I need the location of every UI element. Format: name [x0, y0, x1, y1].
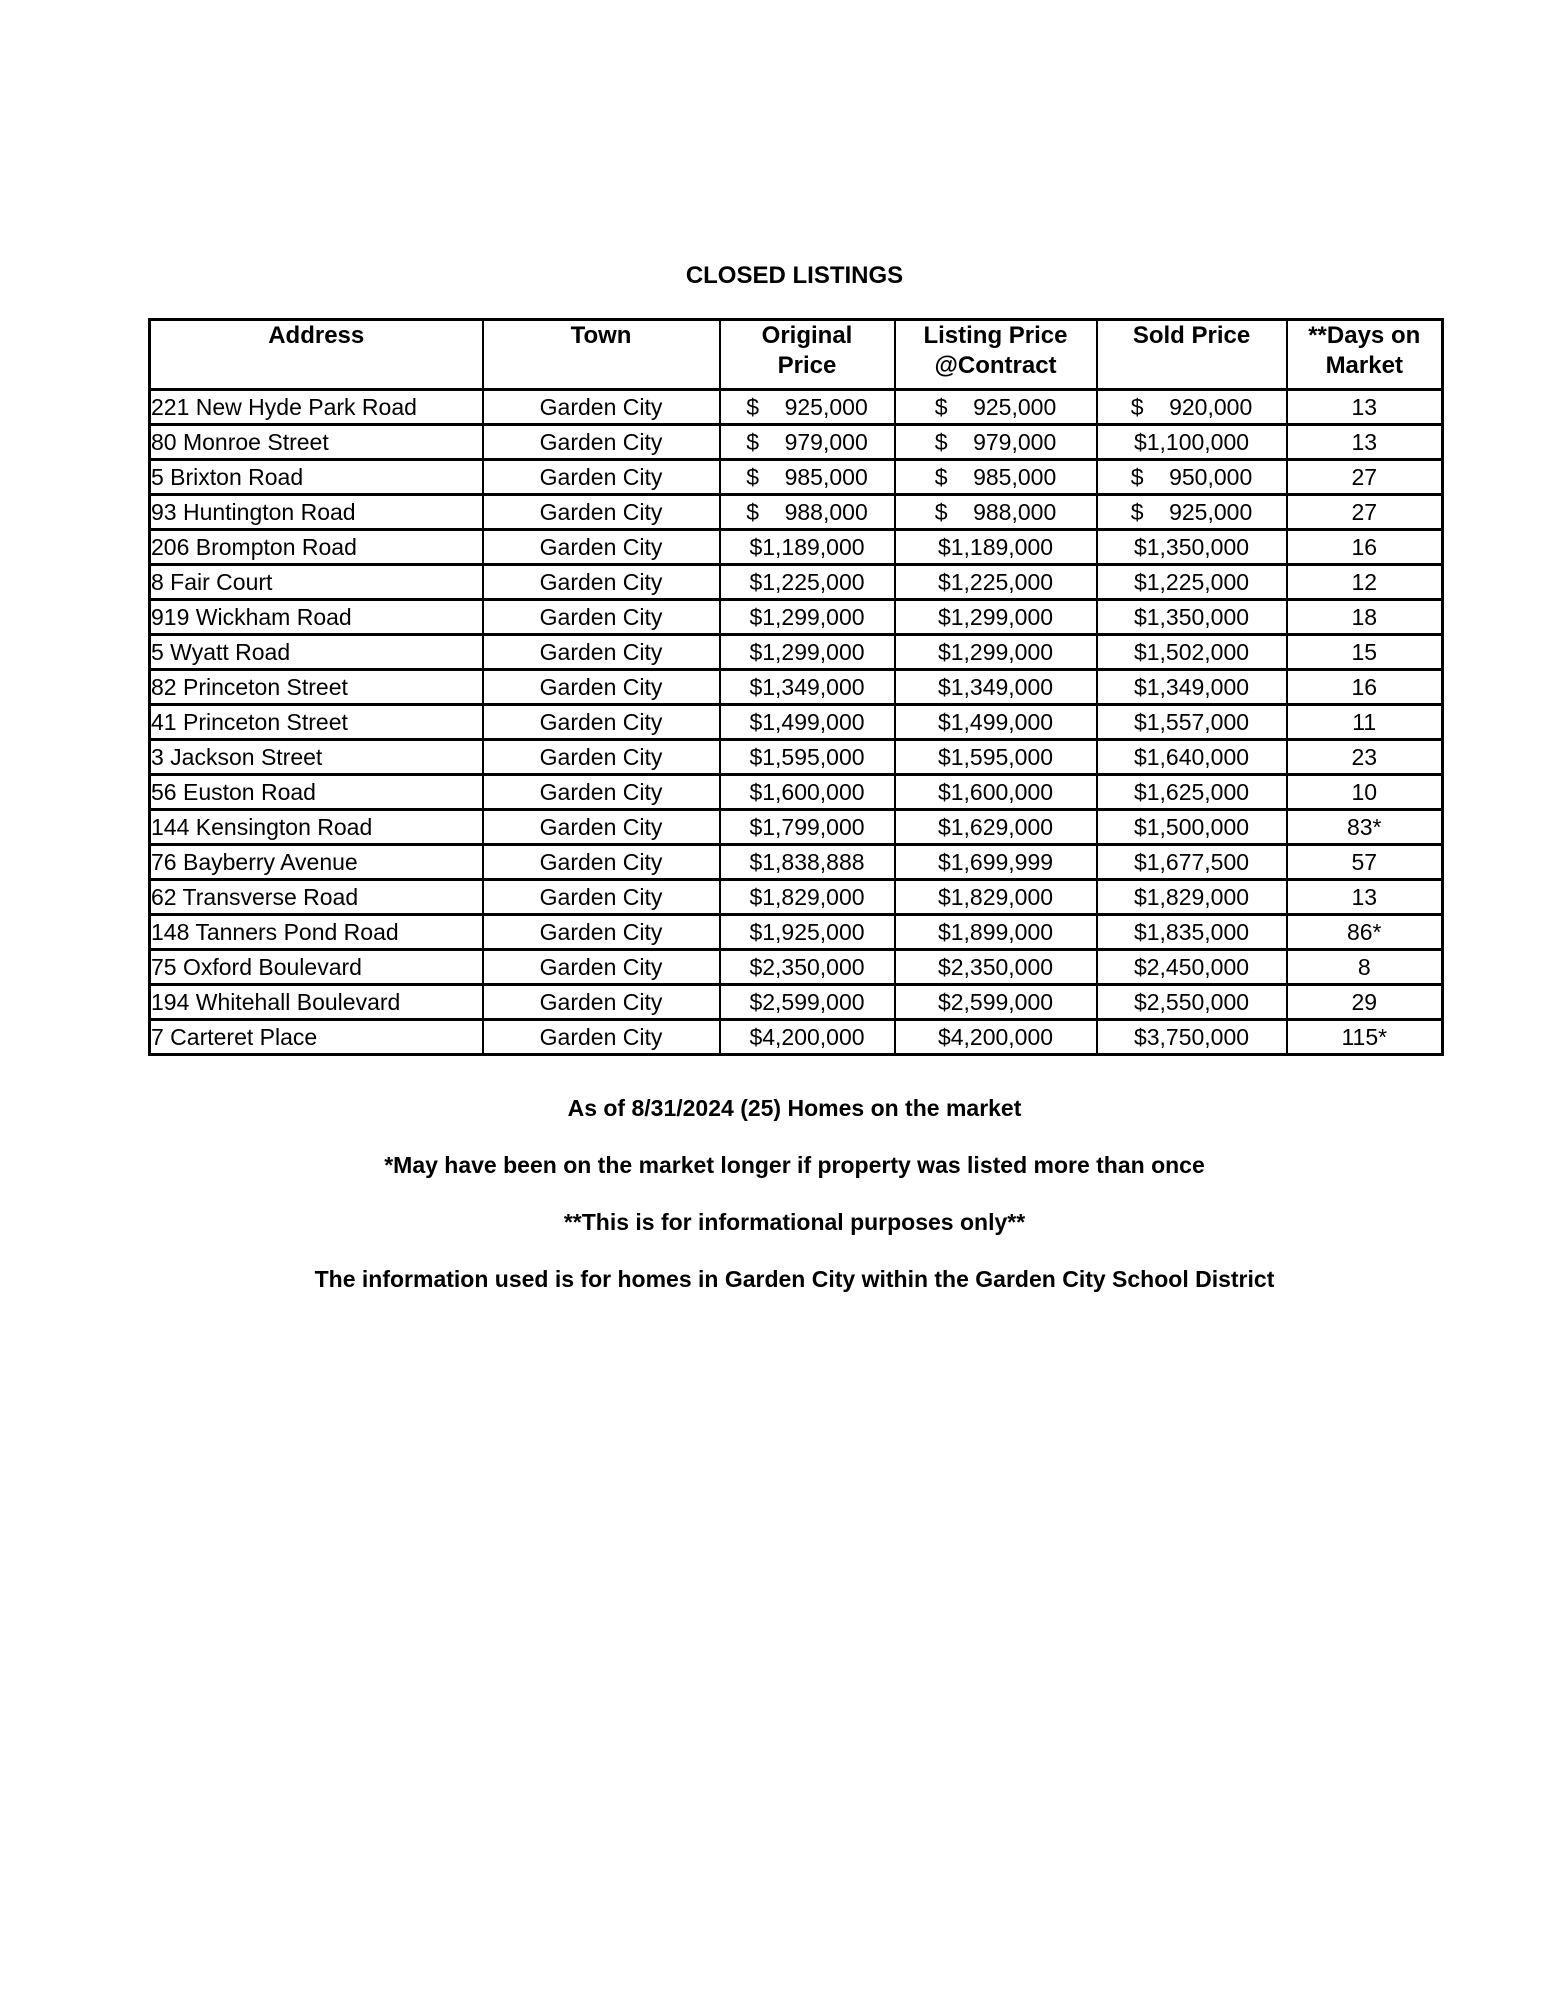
cell-days-on-market: 13: [1287, 880, 1443, 915]
cell-original-price: $2,350,000: [720, 950, 895, 985]
cell-sold-price: $1,625,000: [1097, 775, 1287, 810]
cell-listing-price: $1,595,000: [895, 740, 1097, 775]
cell-town: Garden City: [483, 565, 720, 600]
cell-address: 919 Wickham Road: [150, 600, 483, 635]
cell-town: Garden City: [483, 880, 720, 915]
note-double-asterisk: **This is for informational purposes only**: [563, 1209, 1026, 1235]
cell-original-price: $1,349,000: [720, 670, 895, 705]
cell-sold-price: $1,502,000: [1097, 635, 1287, 670]
table-header: [150, 320, 1443, 390]
header-label: Price: [777, 352, 837, 379]
cell-address: 41 Princeton Street: [150, 705, 483, 740]
table-row: [150, 985, 1443, 1020]
cell-sold-price: $1,350,000: [1097, 600, 1287, 635]
table-row: [150, 425, 1443, 460]
cell-address: 82 Princeton Street: [150, 670, 483, 705]
cell-sold-price: $1,349,000: [1097, 670, 1287, 705]
cell-town: Garden City: [483, 775, 720, 810]
table-row: [150, 670, 1443, 705]
cell-listing-price: $ 925,000: [895, 390, 1097, 425]
cell-original-price: $1,595,000: [720, 740, 895, 775]
cell-listing-price: $1,189,000: [895, 530, 1097, 565]
cell-days-on-market: 18: [1287, 600, 1443, 635]
cell-listing-price: $1,225,000: [895, 565, 1097, 600]
column-header-listing-price: [895, 320, 1097, 390]
table-row: [150, 915, 1443, 950]
cell-town: Garden City: [483, 495, 720, 530]
cell-address: 76 Bayberry Avenue: [150, 845, 483, 880]
cell-address: 148 Tanners Pond Road: [150, 915, 483, 950]
cell-town: Garden City: [483, 390, 720, 425]
cell-days-on-market: 16: [1287, 670, 1443, 705]
table-row: [150, 565, 1443, 600]
cell-town: Garden City: [483, 670, 720, 705]
cell-days-on-market: 12: [1287, 565, 1443, 600]
cell-sold-price: $1,500,000: [1097, 810, 1287, 845]
cell-listing-price: $ 988,000: [895, 495, 1097, 530]
cell-town: Garden City: [483, 985, 720, 1020]
cell-days-on-market: 27: [1287, 495, 1443, 530]
cell-listing-price: $1,629,000: [895, 810, 1097, 845]
cell-original-price: $ 985,000: [720, 460, 895, 495]
footnotes: [148, 1093, 1441, 1321]
cell-original-price: $1,299,000: [720, 600, 895, 635]
cell-days-on-market: 115*: [1287, 1020, 1443, 1055]
cell-listing-price: $1,499,000: [895, 705, 1097, 740]
cell-listing-price: $ 979,000: [895, 425, 1097, 460]
cell-address: 75 Oxford Boulevard: [150, 950, 483, 985]
cell-original-price: $2,599,000: [720, 985, 895, 1020]
cell-town: Garden City: [483, 950, 720, 985]
cell-original-price: $1,189,000: [720, 530, 895, 565]
header-label: Address: [268, 322, 365, 349]
cell-original-price: $1,925,000: [720, 915, 895, 950]
note-single-asterisk: *May have been on the market longer if property was listed more than once: [384, 1152, 1205, 1178]
cell-listing-price: $1,349,000: [895, 670, 1097, 705]
header-label: **Days on: [1308, 322, 1421, 349]
header-row: [150, 320, 1443, 390]
table-row: [150, 810, 1443, 845]
cell-town: Garden City: [483, 460, 720, 495]
cell-original-price: $ 925,000: [720, 390, 895, 425]
cell-listing-price: $1,699,999: [895, 845, 1097, 880]
cell-address: 5 Wyatt Road: [150, 635, 483, 670]
cell-sold-price: $3,750,000: [1097, 1020, 1287, 1055]
table-row: [150, 880, 1443, 915]
closed-listings-table: [148, 318, 1444, 1056]
cell-days-on-market: 13: [1287, 390, 1443, 425]
cell-original-price: $4,200,000: [720, 1020, 895, 1055]
cell-town: Garden City: [483, 845, 720, 880]
cell-listing-price: $1,899,000: [895, 915, 1097, 950]
column-header-sold-price: [1097, 320, 1287, 390]
cell-days-on-market: 10: [1287, 775, 1443, 810]
table-row: [150, 530, 1443, 565]
cell-town: Garden City: [483, 705, 720, 740]
note-school-district: The information used is for homes in Garden City within the Garden City School District: [314, 1266, 1275, 1292]
cell-town: Garden City: [483, 635, 720, 670]
table-row: [150, 845, 1443, 880]
cell-listing-price: $1,829,000: [895, 880, 1097, 915]
cell-town: Garden City: [483, 425, 720, 460]
cell-days-on-market: 11: [1287, 705, 1443, 740]
cell-sold-price: $ 925,000: [1097, 495, 1287, 530]
cell-sold-price: $1,640,000: [1097, 740, 1287, 775]
cell-sold-price: $1,677,500: [1097, 845, 1287, 880]
cell-original-price: $1,225,000: [720, 565, 895, 600]
cell-original-price: $1,600,000: [720, 775, 895, 810]
cell-address: 144 Kensington Road: [150, 810, 483, 845]
cell-sold-price: $1,557,000: [1097, 705, 1287, 740]
table-row: [150, 740, 1443, 775]
cell-original-price: $1,838,888: [720, 845, 895, 880]
cell-days-on-market: 23: [1287, 740, 1443, 775]
header-label: @Contract: [934, 352, 1057, 379]
cell-original-price: $1,829,000: [720, 880, 895, 915]
cell-original-price: $1,799,000: [720, 810, 895, 845]
cell-town: Garden City: [483, 915, 720, 950]
table-row: [150, 775, 1443, 810]
cell-days-on-market: 8: [1287, 950, 1443, 985]
cell-days-on-market: 86*: [1287, 915, 1443, 950]
table-row: [150, 495, 1443, 530]
cell-sold-price: $ 920,000: [1097, 390, 1287, 425]
cell-listing-price: $1,299,000: [895, 635, 1097, 670]
cell-town: Garden City: [483, 740, 720, 775]
cell-days-on-market: 27: [1287, 460, 1443, 495]
cell-town: Garden City: [483, 600, 720, 635]
cell-address: 8 Fair Court: [150, 565, 483, 600]
table-row: [150, 600, 1443, 635]
cell-days-on-market: 83*: [1287, 810, 1443, 845]
header-label: Market: [1325, 352, 1403, 379]
table-body: [150, 390, 1443, 1055]
cell-listing-price: $2,599,000: [895, 985, 1097, 1020]
cell-original-price: $ 979,000: [720, 425, 895, 460]
cell-address: 194 Whitehall Boulevard: [150, 985, 483, 1020]
column-header-town: [483, 320, 720, 390]
cell-listing-price: $ 985,000: [895, 460, 1097, 495]
cell-sold-price: $1,829,000: [1097, 880, 1287, 915]
cell-sold-price: $ 950,000: [1097, 460, 1287, 495]
cell-original-price: $ 988,000: [720, 495, 895, 530]
header-label: Listing Price: [923, 322, 1068, 349]
cell-address: 56 Euston Road: [150, 775, 483, 810]
cell-days-on-market: 13: [1287, 425, 1443, 460]
cell-sold-price: $1,100,000: [1097, 425, 1287, 460]
cell-listing-price: $4,200,000: [895, 1020, 1097, 1055]
cell-town: Garden City: [483, 810, 720, 845]
cell-address: 221 New Hyde Park Road: [150, 390, 483, 425]
table-row: [150, 460, 1443, 495]
cell-sold-price: $1,350,000: [1097, 530, 1287, 565]
cell-town: Garden City: [483, 1020, 720, 1055]
cell-address: 3 Jackson Street: [150, 740, 483, 775]
cell-original-price: $1,299,000: [720, 635, 895, 670]
cell-sold-price: $1,225,000: [1097, 565, 1287, 600]
table-row: [150, 705, 1443, 740]
cell-days-on-market: 15: [1287, 635, 1443, 670]
table-row: [150, 390, 1443, 425]
cell-address: 62 Transverse Road: [150, 880, 483, 915]
cell-address: 5 Brixton Road: [150, 460, 483, 495]
cell-address: 206 Brompton Road: [150, 530, 483, 565]
cell-sold-price: $1,835,000: [1097, 915, 1287, 950]
header-label: Town: [570, 322, 632, 349]
column-header-original-price: [720, 320, 895, 390]
table-row: [150, 1020, 1443, 1055]
cell-address: 7 Carteret Place: [150, 1020, 483, 1055]
column-header-address: [150, 320, 483, 390]
cell-address: 93 Huntington Road: [150, 495, 483, 530]
note-as-of-date: As of 8/31/2024 (25) Homes on the market: [567, 1095, 1022, 1121]
cell-sold-price: $2,450,000: [1097, 950, 1287, 985]
header-label: Original: [761, 322, 853, 349]
cell-days-on-market: 29: [1287, 985, 1443, 1020]
cell-sold-price: $2,550,000: [1097, 985, 1287, 1020]
table-row: [150, 950, 1443, 985]
cell-address: 80 Monroe Street: [150, 425, 483, 460]
cell-days-on-market: 57: [1287, 845, 1443, 880]
cell-listing-price: $2,350,000: [895, 950, 1097, 985]
cell-listing-price: $1,299,000: [895, 600, 1097, 635]
page-title: CLOSED LISTINGS: [685, 262, 904, 289]
cell-town: Garden City: [483, 530, 720, 565]
cell-original-price: $1,499,000: [720, 705, 895, 740]
table-row: [150, 635, 1443, 670]
cell-days-on-market: 16: [1287, 530, 1443, 565]
header-label: Sold Price: [1132, 322, 1251, 349]
column-header-days-on-market: [1287, 320, 1443, 390]
cell-listing-price: $1,600,000: [895, 775, 1097, 810]
